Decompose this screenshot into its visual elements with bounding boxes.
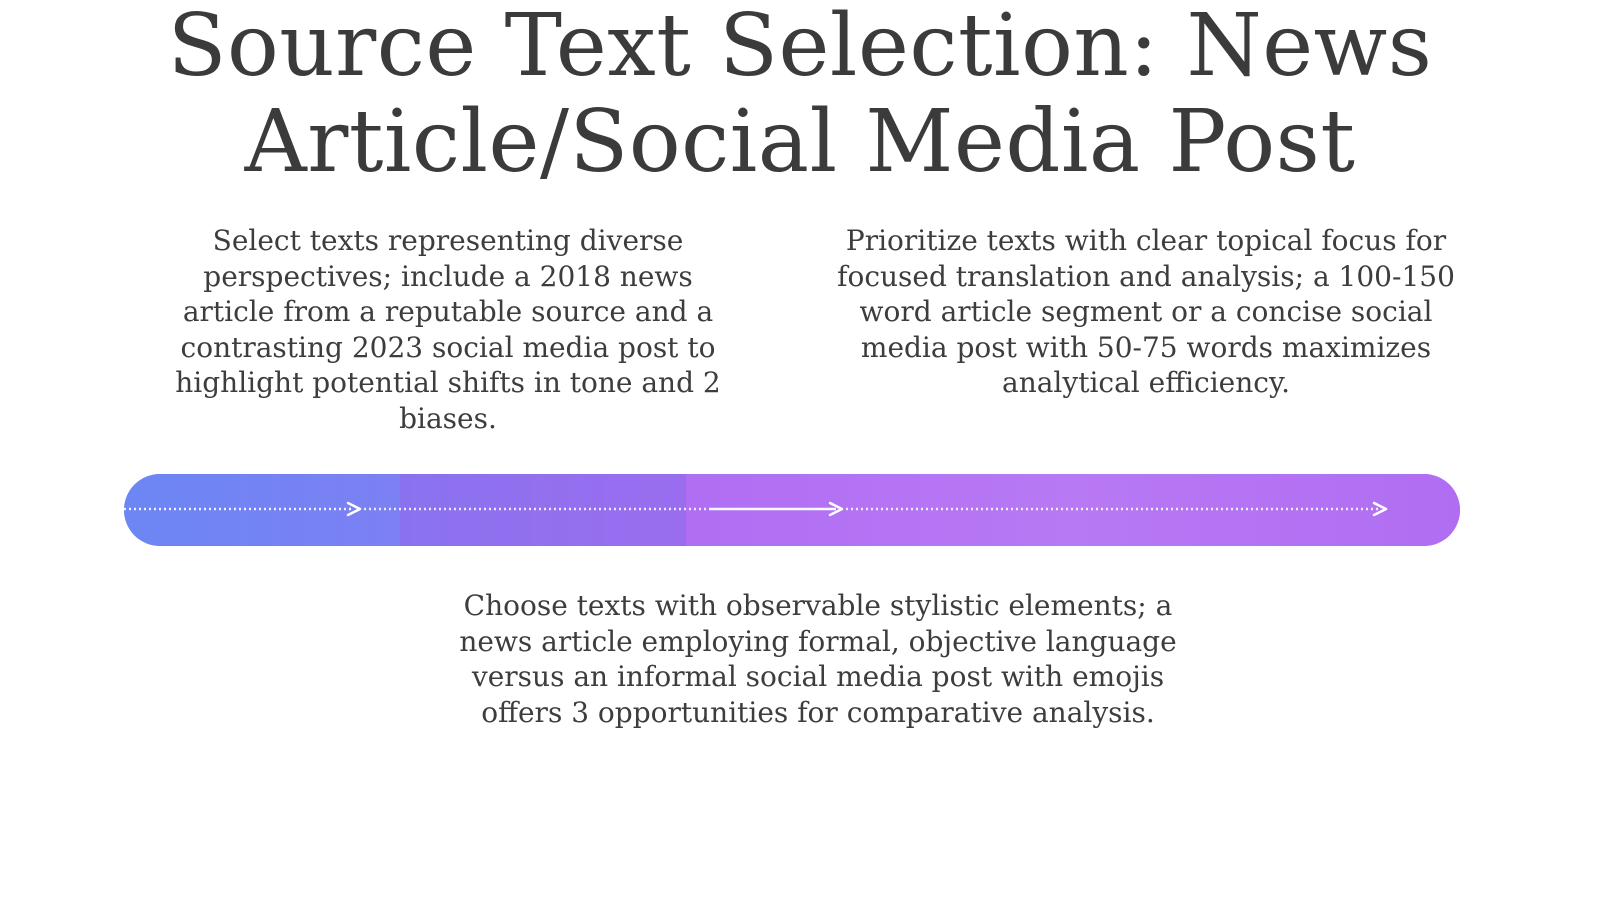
paragraph-stylistic-elements: Choose texts with observable stylistic elements; a news article employing formal, objective language versus an informal social media post with emojis offers 3 opportunities for comparative analysis. (459, 589, 1177, 729)
arrow-right-icon (1374, 503, 1386, 515)
timeline-arrows (124, 474, 1460, 546)
timeline-bar (124, 474, 1460, 546)
paragraph-topical-focus: Prioritize texts with clear topical focus for focused translation and analysis; a 100-150 word article segment or a concise social media post with 50-75 words maximizes analytical efficiency. (837, 224, 1455, 399)
page-title: Source Text Selection: News Article/Social Media Post (167, 0, 1433, 192)
paragraph-diverse-perspectives: Select texts representing diverse perspectives; include a 2018 news article from a reputable source and a contrasting 2023 social media post to highlight potential shifts in tone and 2 biases. (175, 224, 721, 435)
